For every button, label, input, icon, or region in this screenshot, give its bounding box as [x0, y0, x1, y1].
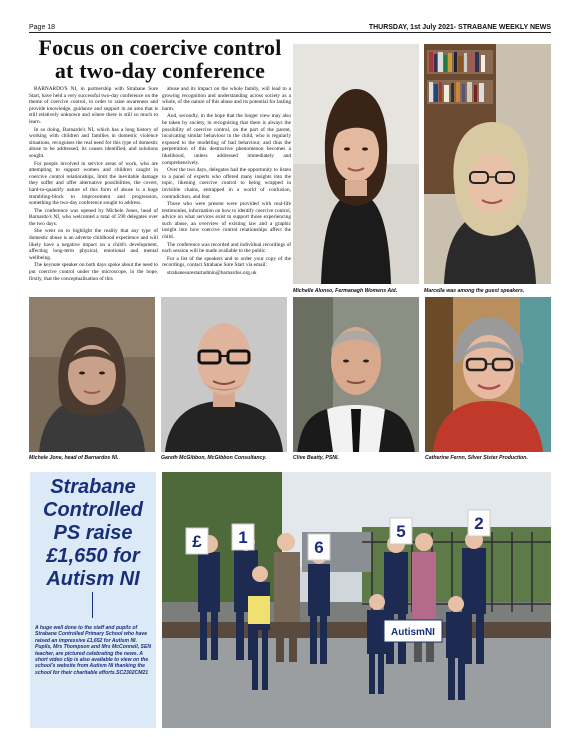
- sign-5: 5: [396, 522, 406, 541]
- photo-school-fundraising: [162, 472, 551, 728]
- article-paragraph: abuse and its impact on the whole family, will lead to a growing recognition and understanding across society as a whole, of the nature of this abuse and its potential for lasting harm.: [162, 86, 291, 112]
- contact-email: strabanesurestartadmin@barnardos.org.uk: [167, 270, 257, 277]
- issue-date-line: THURSDAY, 1st July 2021- STRABANE WEEKLY NEWS: [368, 24, 551, 31]
- article-paragraph: Over the two days, delegates had the opportunity to listen to a panel of experts who offered many insights into the topic, likening coercive control to being wrapped in invisible chains, entrapped in a world of confusion, contradiction, and fear.: [162, 167, 291, 200]
- sidebar-text: A huge well done to the staff and pupils of Strabane Controlled Primary School who have raised an impressive £1,652 for Autism NI. Pupils, Mrs Thompson and Mrs McConnell, SEN teacher, are pictured celebrating the news. A short video clip is also available to view on the school's website from Autism NI thanking the school for their charitable efforts.SC2302CM21: [35, 625, 152, 676]
- article-paragraph: In so doing, Barnardo's NI, which has a long history of working with children and families in domestic violence situations, recognises the real need for this type of domestic abuse to be addressed, its causes identified, and solutions sought.: [29, 126, 158, 159]
- article-paragraph: The conference was recorded and individual recordings of each session will be made available to the public.: [162, 241, 291, 255]
- sidebar-headline: Strabane Controlled PS raise £1,650 for Autism NI: [43, 476, 143, 590]
- caption-michelle-alonso: Michelle Alonso, Fermanagh Womens Aid.: [293, 288, 398, 294]
- article-paragraph: Those who were present were provided with real-life testimonies, information on how to identify coercive control, advice on what services exist to support those experiencing such abuse, an overview of existing law and a graphic insight into how coercive control relationships affect the child.: [162, 201, 292, 241]
- article-paragraph: For a list of the speakers and to order your copy of the recordings, contact Strabane Sure Start via email:: [162, 255, 291, 269]
- article-paragraph: She went on to highlight the reality that any type of domestic abuse is an adverse childhood experience and will likely have a negative impact on a child's development, affecting long-term physical, emotional and mental wellbeing.: [29, 228, 158, 261]
- article-column-1: [29, 86, 158, 283]
- caption-gareth-mcgibbon: Gareth McGibbon, McGibbon Consultancy.: [161, 455, 267, 461]
- caption-michele-jones: Michele Jone, head of Barnardos NI.: [29, 455, 119, 461]
- sign-2: 2: [474, 514, 484, 533]
- article-column-2: [162, 86, 291, 278]
- sign-pound: £: [192, 532, 202, 551]
- caption-clive-beatty: Clive Beatty, PSNI.: [293, 455, 339, 461]
- photo-catherine-fernn: [425, 297, 551, 452]
- article-headline: Focus on coercive control at two-day conference: [38, 35, 282, 83]
- caption-catherine-fernn: Catherine Fernn, Silver Sister Production.: [425, 455, 528, 461]
- caption-marcella: Marcella was among the guest speakers.: [424, 288, 525, 294]
- sign-1: 1: [238, 528, 248, 547]
- sign-6: 6: [314, 538, 324, 557]
- photo-michelle-alonso: [293, 44, 419, 284]
- photo-michele-jones: [29, 297, 155, 452]
- autism-ni-banner: AutismNI: [391, 627, 435, 638]
- photo-clive-beatty: [293, 297, 419, 452]
- article-paragraph: For people involved in service areas of work, who are attempting to support women and children caught in coercive control relationships, limit the inevitable damage they suffer and offer alternative possibilities, the covert, hard-to-quantify nature of this form of abuse is a huge stumbling-block to improvement and progression, something the two-day conference sought to address.: [29, 160, 158, 207]
- header-rule: [29, 32, 551, 33]
- article-paragraph: The conference was opened by Michele Jones, head of Barnardo's NI, who welcomed a total of 590 delegates over the two days.: [29, 207, 158, 227]
- sidebar-divider: [92, 592, 93, 618]
- photo-marcella: [424, 44, 551, 284]
- page-number: Page 18: [29, 24, 56, 31]
- article-paragraph: And, secondly, in the hope that the longer view may also be taken by society, in recognising that there is always the possibility of coercive control, on the part of the parent, inculcating similar behaviour in the child, who is regularly exposed to the modelling of bad behaviour, and thus the perpetration of this destructive phenomenon becomes a likelihood, unless addressed immediately and comprehensively.: [162, 113, 291, 166]
- photo-gareth-mcgibbon: [161, 297, 287, 452]
- article-paragraph: The keynote speaker on both days spoke about the need to put coercive control under the microscope, in the hope, firstly, that the conceptualisation of this: [29, 262, 158, 282]
- article-paragraph: BARNARDO'S NI, in partnership with Strabane Sure Start, have held a very successful two-day conference on the theme of coercive control, in order to raise awareness and provide knowledge, guidance and support in an area that is still relatively unknown and where there is still so much to learn.: [29, 86, 158, 125]
